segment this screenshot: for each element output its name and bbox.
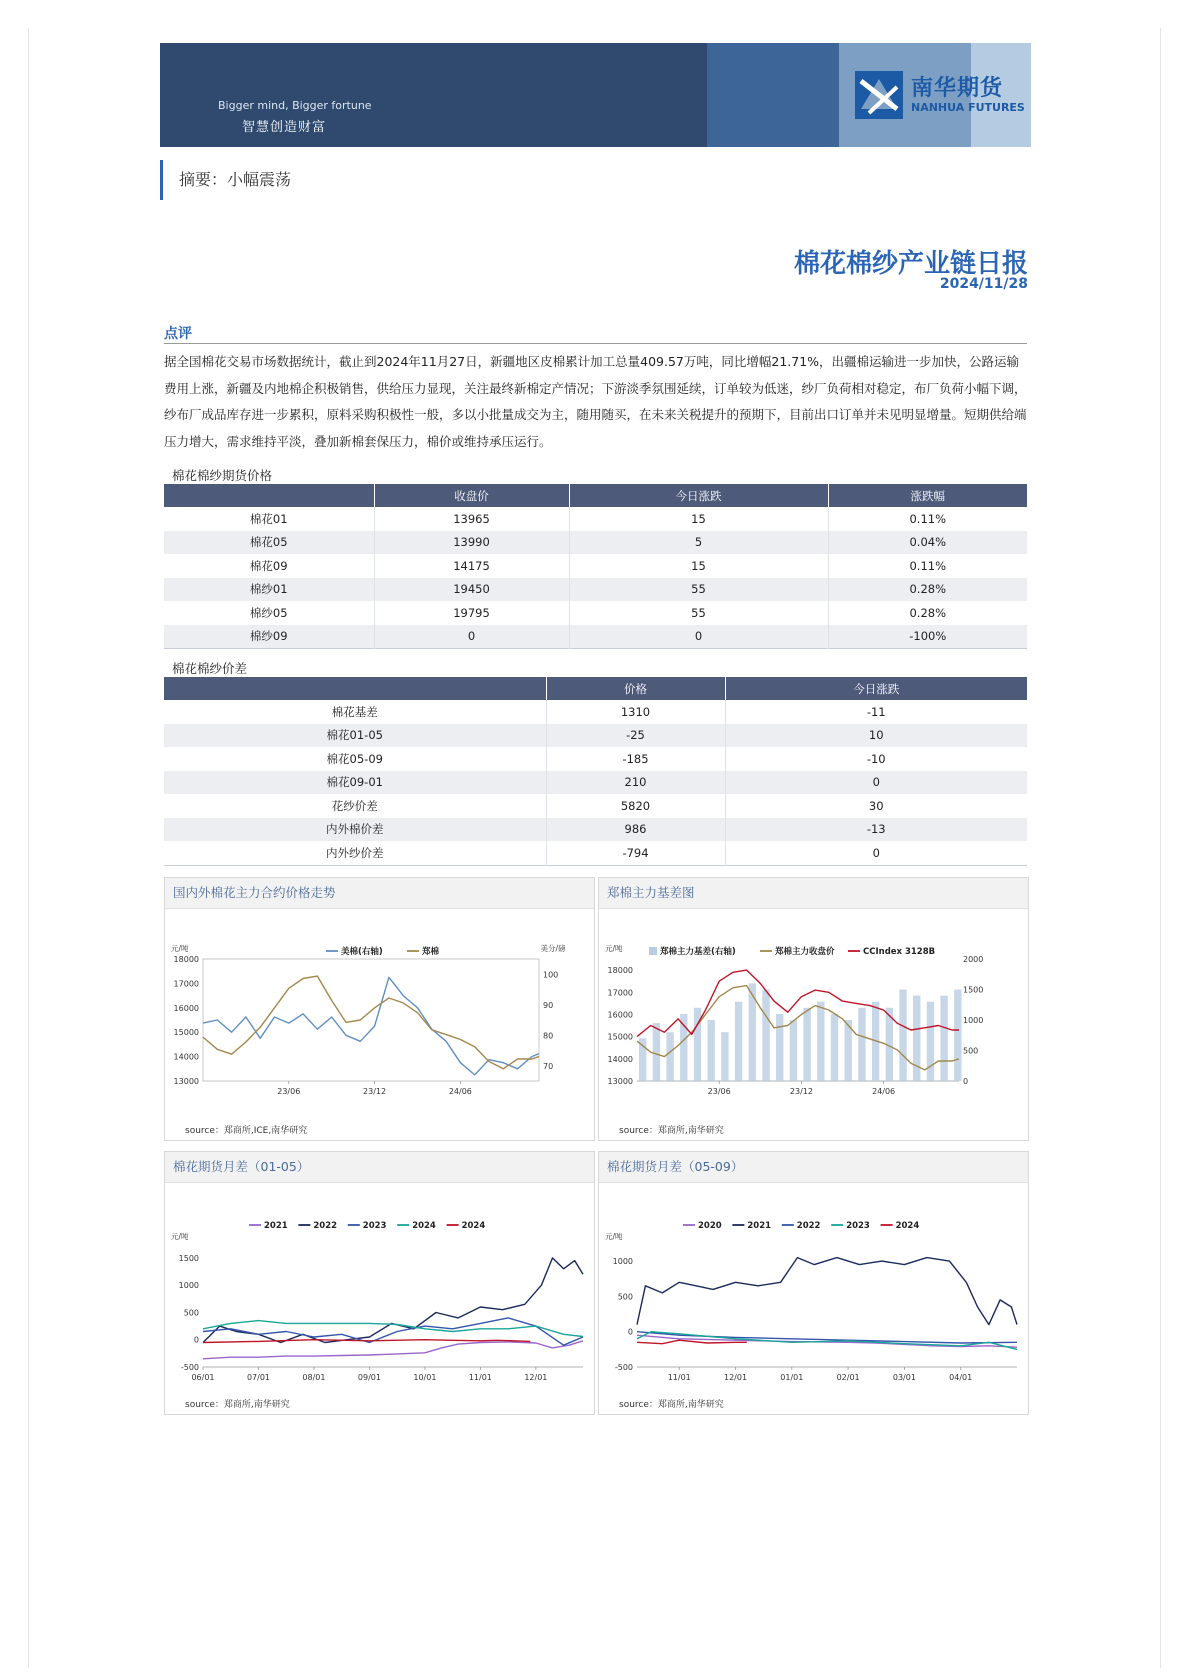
column-header: 价格 [546,677,725,700]
table-cell: 15 [569,554,828,578]
table-cell: 10 [725,724,1027,748]
basis-bar [666,1032,673,1081]
futures-price-table [164,484,1027,649]
y-axis-label: 元/吨 [171,944,189,953]
table-header-row [164,484,1027,507]
series-line [203,1341,583,1359]
panel-title: 棉花期货月差（01-05） [165,1152,594,1183]
spread-table [164,677,1027,866]
legend-label: 郑棉主力基差(右轴) [660,947,736,957]
y-tick-label: 1500 [178,1253,199,1263]
y-tick-label: 17000 [607,988,633,998]
table-cell: 棉纱09 [164,625,374,649]
x-tick-label: 07/01 [246,1373,271,1382]
y-tick-label: 18000 [607,966,633,976]
y-axis-label: 元/吨 [605,1232,623,1241]
y2-tick-label: 70 [543,1061,554,1071]
table-cell: 0.04% [828,531,1027,555]
column-header: 今日涨跌 [569,484,828,507]
table-row [164,578,1027,602]
table-cell: -13 [725,818,1027,842]
logo-text-chinese: 南华期货 [911,76,1004,101]
basis-bar [927,1002,934,1081]
table-cell: 19450 [374,578,569,602]
y2-axis-label: 美分/磅 [540,944,566,953]
legend-label: 2024 [895,1221,920,1231]
basis-bar [735,1002,742,1081]
x-tick-label: 24/06 [448,1087,472,1096]
basis-bar [817,1002,824,1081]
series-line [637,970,959,1037]
legend-label: 郑棉主力收盘价 [775,947,835,957]
x-tick-label: 12/01 [524,1373,548,1382]
chart-panel-spread-01-05 [164,1151,595,1415]
x-tick-label: 08/01 [302,1373,326,1382]
table-cell: 55 [569,601,828,625]
banner-stripe [707,43,839,147]
y-tick-label: 0 [193,1335,199,1345]
y-tick-label: 18000 [173,955,199,964]
basis-chart [599,909,1028,1119]
plot-frame [203,959,539,1081]
page-margin-line-left [28,28,29,1668]
table-cell: 5820 [546,794,725,818]
table-row [164,625,1027,649]
column-header [164,484,374,507]
series-line [203,1258,583,1343]
y2-tick-label: 0 [963,1077,969,1086]
panel-title: 棉花期货月差（05-09） [599,1152,1028,1183]
table-cell: 0.11% [828,507,1027,531]
basis-bar [721,1032,728,1081]
y2-tick-label: 500 [963,1046,979,1056]
x-tick-label: 11/01 [468,1373,492,1382]
y-tick-label: 16000 [173,1003,199,1013]
table-cell: 内外棉价差 [164,818,546,842]
page-margin-line-right [1160,28,1161,1668]
x-tick-label: 11/01 [667,1373,691,1382]
x-tick-label: 23/12 [363,1087,387,1096]
report-title: 棉花棉纱产业链日报 [793,249,1028,279]
legend-label: 2022 [313,1221,338,1231]
chart-source: source：郑商所,南华研究 [619,1400,724,1410]
y-tick-label: 15000 [607,1032,633,1042]
spread-05-09-chart [599,1183,1028,1393]
table-row [164,818,1027,842]
table-cell: -185 [546,747,725,771]
y2-tick-label: 80 [543,1031,554,1041]
table-cell: 棉花09 [164,554,374,578]
x-tick-label: 06/01 [191,1373,215,1382]
price-trend-chart [165,909,594,1119]
y-tick-label: 15000 [173,1028,199,1038]
table-cell: -25 [546,724,725,748]
table-row [164,700,1027,724]
table-cell: 19795 [374,601,569,625]
spread-table-title: 棉花棉纱价差 [172,661,248,676]
table-cell: 0.28% [828,578,1027,602]
price-table-title: 棉花棉纱期货价格 [172,468,273,483]
y-tick-label: -500 [180,1363,199,1372]
header-banner [160,43,1031,147]
table-cell: 0.28% [828,601,1027,625]
basis-bar [653,1023,660,1081]
divider [164,343,1027,344]
basis-bar [954,990,961,1082]
logo-text-english: NANHUA FUTURES [911,101,1025,114]
basis-bar [790,1020,797,1081]
y-axis-label: 元/吨 [171,1232,189,1241]
y-tick-label: -500 [614,1363,633,1372]
basis-bar [940,996,947,1081]
table-cell: -10 [725,747,1027,771]
table-row [164,771,1027,795]
x-tick-label: 10/01 [413,1373,437,1382]
table-row [164,554,1027,578]
y-tick-label: 13000 [173,1077,199,1086]
y2-tick-label: 2000 [963,955,984,964]
y2-tick-label: 100 [543,970,559,980]
legend-label: 郑棉 [422,947,440,957]
table-cell: -100% [828,625,1027,649]
table-row [164,724,1027,748]
table-row [164,747,1027,771]
report-date: 2024/11/28 [939,276,1028,292]
table-cell: 13990 [374,531,569,555]
table-row [164,794,1027,818]
table-cell: 14175 [374,554,569,578]
basis-bar [776,1014,783,1081]
table-cell: 0.11% [828,554,1027,578]
y2-tick-label: 1000 [963,1016,984,1025]
legend-label: 2023 [846,1221,870,1231]
table-cell: 210 [546,771,725,795]
legend-label: CCIndex 3128B [863,947,936,957]
series-line [203,976,539,1069]
chart-panel-spread-05-09 [598,1151,1029,1415]
basis-bar [803,1008,810,1081]
table-cell: 棉花基差 [164,700,546,724]
basis-bar [858,1008,865,1081]
x-tick-label: 23/06 [707,1087,731,1096]
x-tick-label: 01/01 [780,1373,804,1382]
table-row [164,507,1027,531]
basis-bar [913,996,920,1081]
table-cell: 5 [569,531,828,555]
series-line [637,1258,1017,1325]
x-tick-label: 24/06 [872,1087,896,1096]
y-tick-label: 500 [617,1292,633,1302]
x-tick-label: 12/01 [723,1373,748,1382]
x-tick-label: 23/12 [789,1087,813,1096]
commentary-text: 据全国棉花交易市场数据统计，截止到2024年11月27日，新疆地区皮棉累计加工总量409.57万吨，同比增幅21.71%，出疆棉运输进一步加快，公路运输费用上涨，新疆及内地棉企积极销售，供给压力显现，关注最终新棉定产情况；下游淡季氛围延续，订单较为低迷，纱厂负荷相对稳定，布厂负荷小幅下调，纱布厂成品库存进一步累积，原料采购积极性一般，多以小批量成交为主，随用随买，在未来关税提升的预期下，目前出口订单并未见明显增量。短期供给端压力增大，需求维持平淡，叠加新棉套保压力，棉价或维持承压运行。 [164,354,1027,449]
y2-tick-label: 90 [543,1000,554,1010]
table-cell: 30 [725,794,1027,818]
slogan-chinese: 智慧创造财富 [242,120,327,135]
slogan-english: Bigger mind, Bigger fortune [218,99,372,112]
table-cell: 花纱价差 [164,794,546,818]
legend-label: 2022 [796,1221,821,1231]
table-cell: 0 [374,625,569,649]
column-header [164,677,546,700]
basis-bar [831,1014,838,1081]
chart-panel-basis [598,877,1029,1141]
chart-panel-price-trend [164,877,595,1141]
table-cell: 棉花01-05 [164,724,546,748]
table-cell: 棉纱05 [164,601,374,625]
table-cell: 棉花01 [164,507,374,531]
y-tick-label: 1000 [612,1257,633,1267]
basis-bar [639,1038,646,1081]
table-cell: 1310 [546,700,725,724]
legend-label: 2024 [461,1221,486,1231]
y-tick-label: 0 [627,1327,633,1337]
basis-bar [762,990,769,1082]
y-tick-label: 1000 [178,1281,199,1291]
table-cell: 棉花05 [164,531,374,555]
table-row [164,531,1027,555]
commentary-heading: 点评 [164,326,192,342]
y-tick-label: 17000 [173,979,199,989]
y-tick-label: 500 [183,1308,199,1318]
table-cell: 内外纱价差 [164,841,546,865]
table-cell: -11 [725,700,1027,724]
column-header: 涨跌幅 [828,484,1027,507]
x-tick-label: 03/01 [892,1373,916,1382]
column-header: 今日涨跌 [725,677,1027,700]
x-tick-label: 23/06 [277,1087,301,1096]
legend-label: 2023 [362,1221,387,1231]
x-tick-label: 02/01 [836,1373,860,1382]
table-cell: 13965 [374,507,569,531]
chart-source: source：郑商所,南华研究 [185,1400,290,1410]
table-cell: 棉花05-09 [164,747,546,771]
y2-tick-label: 1500 [963,985,984,995]
legend-label: 2020 [698,1221,722,1231]
spread-01-05-chart [165,1183,594,1393]
table-cell: 55 [569,578,828,602]
table-cell: 986 [546,818,725,842]
company-logo [855,71,1025,121]
chart-source: source：郑商所,ICE,南华研究 [185,1126,308,1136]
panel-title: 郑棉主力基差图 [599,878,1028,909]
x-tick-label: 04/01 [949,1373,973,1382]
y-tick-label: 16000 [607,1010,633,1020]
y-tick-label: 13000 [607,1077,633,1086]
y-tick-label: 14000 [173,1052,199,1062]
y-tick-label: 14000 [607,1054,633,1064]
column-header: 收盘价 [374,484,569,507]
summary-label: 摘要：小幅震荡 [160,160,291,200]
logo-mark-icon [855,71,903,119]
y-axis-label: 元/吨 [605,944,623,953]
table-cell: -794 [546,841,725,865]
x-tick-label: 09/01 [357,1373,381,1382]
legend-swatch [649,947,657,955]
chart-source: source：郑商所,南华研究 [619,1126,724,1136]
table-row [164,601,1027,625]
table-cell: 棉花09-01 [164,771,546,795]
legend-label: 2021 [747,1221,772,1231]
table-row [164,841,1027,865]
legend-label: 美棉(右轴) [341,947,383,957]
table-cell: 15 [569,507,828,531]
basis-bar [680,1014,687,1081]
table-cell: 0 [569,625,828,649]
basis-bar [708,1020,715,1081]
table-cell: 0 [725,841,1027,865]
table-cell: 棉纱01 [164,578,374,602]
panel-title: 国内外棉花主力合约价格走势 [165,878,594,909]
legend-label: 2024 [412,1221,436,1231]
basis-bar [899,990,906,1082]
table-header-row [164,677,1027,700]
table-cell: 0 [725,771,1027,795]
legend-label: 2021 [264,1221,288,1231]
